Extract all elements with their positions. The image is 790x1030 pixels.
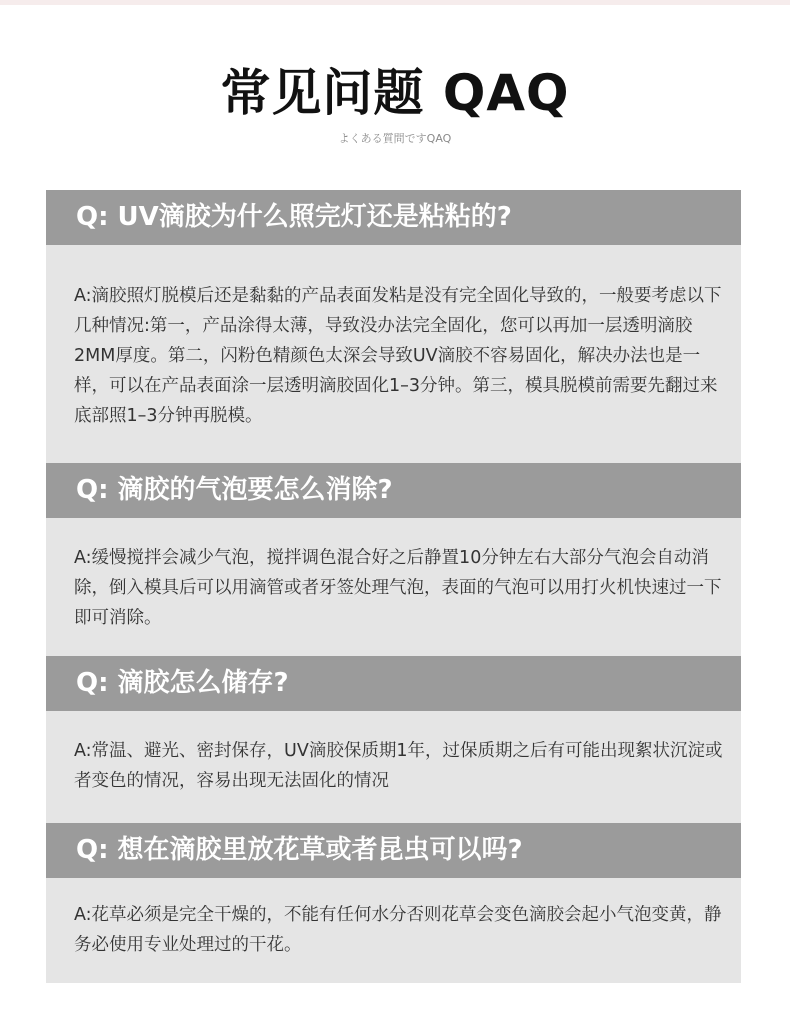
page-subtitle: よくある質問ですQAQ [338, 132, 452, 145]
top-decor-strip [0, 0, 790, 5]
page-title: 常见问题 QAQ [220, 64, 570, 122]
faq-question: Q: 想在滴胶里放花草或者昆虫可以吗? [46, 823, 741, 878]
faq-answer: A:常温、避光、密封保存，UV滴胶保质期1年，过保质期之后有可能出现絮状沉淀或者变色的情况，容易出现无法固化的情况 [46, 711, 741, 823]
faq-question: Q: 滴胶怎么储存? [46, 656, 741, 711]
faq-list [46, 190, 741, 983]
faq-item-flowers [46, 823, 741, 983]
faq-item-storage [46, 656, 741, 823]
faq-answer: A:缓慢搅拌会减少气泡，搅拌调色混合好之后静置10分钟左右大部分气泡会自动消除，倒入模具后可以用滴管或者牙签处理气泡，表面的气泡可以用打火机快速过一下即可消除。 [46, 518, 741, 656]
faq-answer: A:滴胶照灯脱模后还是黏黏的产品表面发粘是没有完全固化导致的，一般要考虑以下几种情况:第一，产品涂得太薄，导致没办法完全固化，您可以再加一层透明滴胶2MM厚度。第二，闪粉色精颜色太深会导致UV滴胶不容易固化，解决办法也是一样，可以在产品表面涂一层透明滴胶固化1–3分钟。第三，模具脱模前需要先翻过来底部照1–3分钟再脱模。 [46, 245, 741, 463]
faq-answer: A:花草必须是完全干燥的，不能有任何水分否则花草会变色滴胶会起小气泡变黄，静务必使用专业处理过的干花。 [46, 878, 741, 983]
faq-question: Q: UV滴胶为什么照完灯还是粘粘的? [46, 190, 741, 245]
faq-item-uv-sticky [46, 190, 741, 463]
faq-item-bubbles [46, 463, 741, 656]
faq-question: Q: 滴胶的气泡要怎么消除? [46, 463, 741, 518]
page-header [0, 60, 790, 146]
